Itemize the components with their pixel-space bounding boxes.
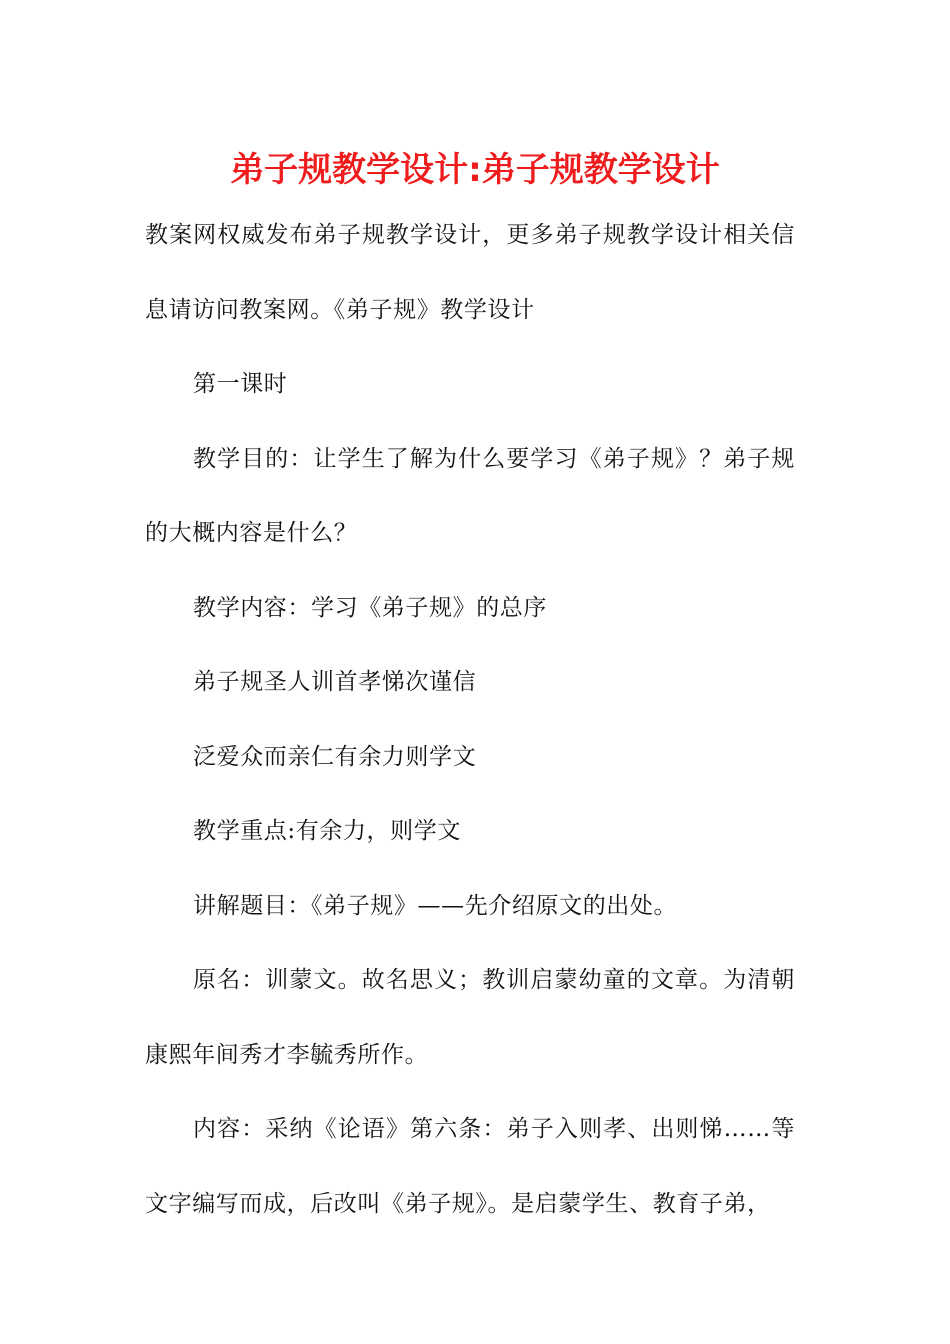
paragraph-teaching-focus: 教学重点:有余力，则学文 (193, 818, 461, 844)
paragraph-lesson-heading: 第一课时 (193, 371, 288, 397)
document-body (145, 198, 795, 1241)
paragraph-original-name: 原名：训蒙文。故名思义；教训启蒙幼童的文章。为清朝康熙年间秀才李毓秀所作。 (145, 967, 795, 1068)
paragraph-teaching-goal: 教学目的：让学生了解为什么要学习《弟子规》？弟子规的大概内容是什么？ (145, 445, 795, 546)
document-title: 弟子规教学设计:弟子规教学设计 (230, 150, 720, 190)
paragraph-teaching-content: 教学内容：学习《弟子规》的总序 (193, 594, 547, 621)
paragraph-intro: 教案网权威发布弟子规教学设计，更多弟子规教学设计相关信息请访问教案网。《弟子规》教学设计 (145, 222, 795, 323)
paragraph-content: 内容：采纳《论语》第六条：弟子入则孝、出则悌……等文字编写而成，后改叫《弟子规》。是启蒙学生、教育子弟， (145, 1116, 795, 1217)
paragraph-explain-title: 讲解题目：《弟子规》——先介绍原文的出处。 (193, 892, 678, 919)
paragraph-verse-line-2: 泛爱众而亲仁有余力则学文 (193, 743, 477, 770)
paragraph-verse-line-1: 弟子规圣人训首孝悌次谨信 (193, 669, 477, 695)
